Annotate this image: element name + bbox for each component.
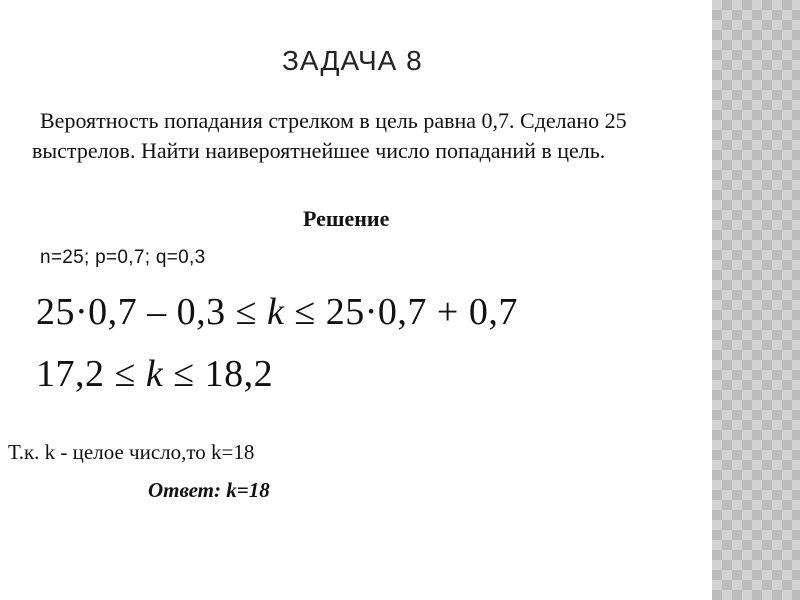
given-parameters: n=25; p=0,7; q=0,3 — [40, 247, 206, 268]
answer-text: Ответ: k=18 — [148, 478, 270, 502]
formula-variable: k — [267, 291, 285, 333]
formula-right-part: ≤ 25·0,7 + 0,7 — [284, 291, 518, 333]
result-left-part: 17,2 ≤ — [36, 353, 146, 395]
result-inequality — [36, 352, 273, 396]
slide-title: ЗАДАЧА 8 — [282, 45, 423, 76]
result-right-part: ≤ 18,2 — [163, 353, 274, 395]
result-variable: k — [145, 353, 164, 395]
problem-text: Вероятность попадания стрелком в цель равна 0,7. Сделано 25 выстрелов. Найти наивероятнейшее число попаданий в цель. — [32, 108, 627, 163]
conclusion-text: Т.к. k - целое число,то k=18 — [8, 440, 255, 464]
problem-statement — [32, 106, 672, 166]
inequality-formula — [36, 290, 518, 334]
decorative-side-pattern — [712, 0, 800, 600]
solution-heading: Решение — [303, 206, 390, 231]
formula-left-part: 25·0,7 – 0,3 ≤ — [36, 291, 268, 333]
